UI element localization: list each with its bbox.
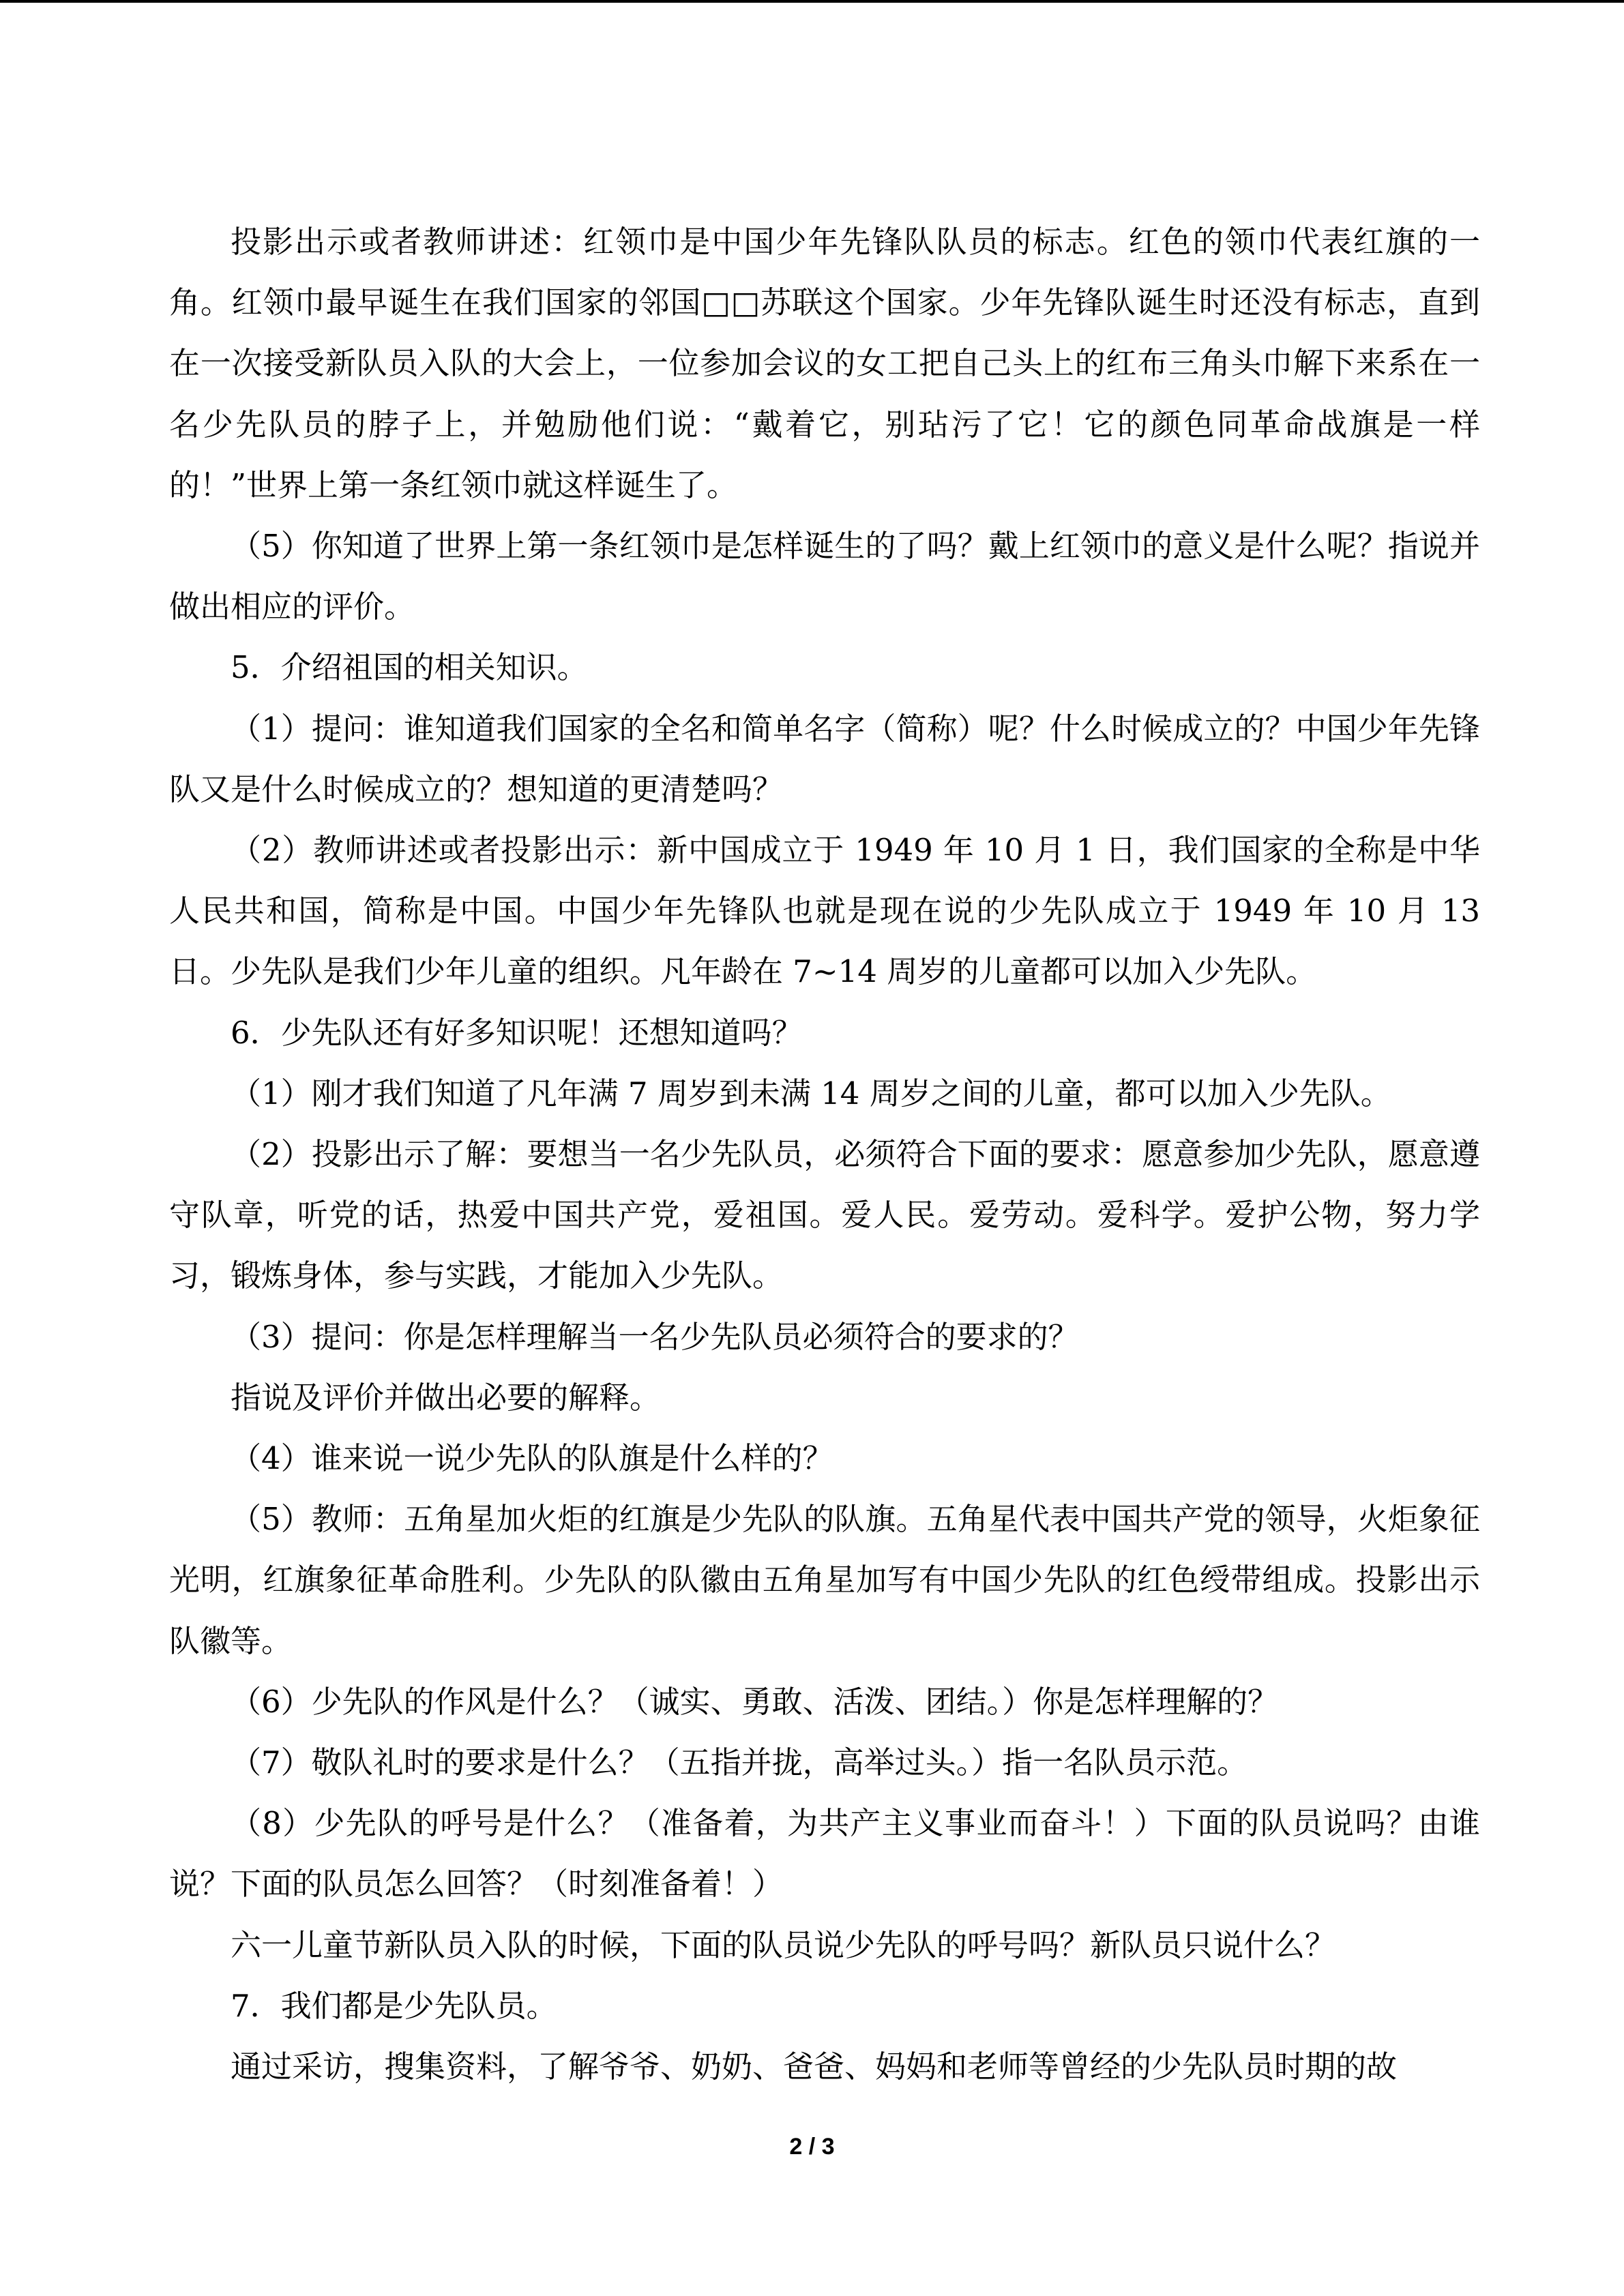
paragraph: 通过采访，搜集资料，了解爷爷、奶奶、爸爸、妈妈和老师等曾经的少先队员时期的故 bbox=[231, 2048, 1398, 2085]
paragraph: 六一儿童节新队员入队的时候，下面的队员说少先队的呼号吗？新队员只说什么？ bbox=[231, 1926, 1336, 1963]
paragraph: 7．我们都是少先队员。 bbox=[231, 1987, 557, 2024]
paragraph: 5．介绍祖国的相关知识。 bbox=[231, 649, 588, 686]
paragraph: （5）教师：五角星加火炬的红旗是少先队的队旗。五角星代表中国共产党的领导，火炬象征光明，红旗象征革命胜利。少先队的队徽由五角星加写有中国少先队的红色绶带组成。投影出示队徽等。 bbox=[169, 1501, 1480, 1659]
page-number: 2 / 3 bbox=[789, 2134, 835, 2160]
document-body bbox=[169, 211, 1480, 2097]
paragraph: （1）刚才我们知道了凡年满 7 周岁到未满 14 周岁之间的儿童，都可以加入少先队。 bbox=[231, 1075, 1391, 1112]
paragraph: （3）提问：你是怎样理解当一名少先队员必须符合的要求的？ bbox=[231, 1318, 1079, 1355]
paragraph: （7）敬队礼时的要求是什么？（五指并拢，高举过头。）指一名队员示范。 bbox=[231, 1744, 1248, 1781]
paragraph: （2）教师讲述或者投影出示：新中国成立于 1949 年 10 月 1 日，我们国家的全称是中华人民共和国，简称是中国。中国少年先锋队也就是现在说的少先队成立于 1949 年 10 月 13 日。少先队是我们少年儿童的组织。凡年龄在 7~14 周岁的儿童都可以加入少先队。 bbox=[169, 832, 1480, 990]
paragraph: 指说及评价并做出必要的解释。 bbox=[231, 1379, 661, 1416]
paragraph: （8）少先队的呼号是什么？（准备着，为共产主义事业而奋斗！）下面的队员说吗？由谁说？下面的队员怎么回答？（时刻准备着！） bbox=[169, 1805, 1480, 1903]
paragraph: （2）投影出示了解：要想当一名少先队员，必须符合下面的要求：愿意参加少先队，愿意遵守队章，听党的话，热爱中国共产党，爱祖国。爱人民。爱劳动。爱科学。爱护公物，努力学习，锻炼身体，参与实践，才能加入少先队。 bbox=[169, 1136, 1480, 1294]
paragraph: （1）提问：谁知道我们国家的全名和简单名字（简称）呢？什么时候成立的？中国少年先锋队又是什么时候成立的？想知道的更清楚吗？ bbox=[169, 710, 1480, 807]
paragraph: 6．少先队还有好多知识呢！还想知道吗？ bbox=[231, 1014, 803, 1051]
page-top-border bbox=[0, 0, 1624, 3]
paragraph: 投影出示或者教师讲述：红领巾是中国少年先锋队队员的标志。红色的领巾代表红旗的一角。红领巾最早诞生在我们国家的邻国□□苏联这个国家。少年先锋队诞生时还没有标志，直到在一次接受新队员入队的大会上，一位参加会议的女工把自己头上的红布三角头巾解下来系在一名少先队员的脖子上，并勉励他们说：“戴着它，别玷污了它！它的颜色同革命战旗是一样的！”世界上第一条红领巾就这样诞生了。 bbox=[169, 224, 1480, 503]
paragraph: （5）你知道了世界上第一条红领巾是怎样诞生的了吗？戴上红领巾的意义是什么呢？指说并做出相应的评价。 bbox=[169, 528, 1480, 625]
paragraph: （4）谁来说一说少先队的队旗是什么样的？ bbox=[231, 1440, 833, 1477]
paragraph: （6）少先队的作风是什么？（诚实、勇敢、活泼、团结。）你是怎样理解的？ bbox=[231, 1683, 1279, 1720]
